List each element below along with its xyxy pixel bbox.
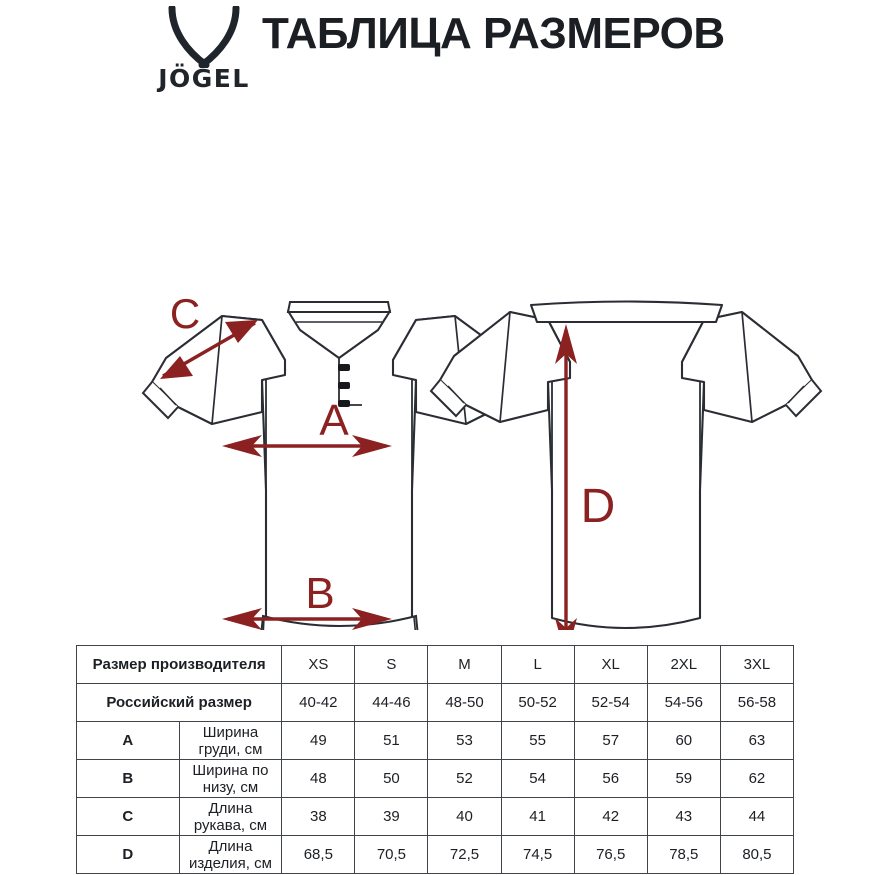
measure-value: 42 [574, 798, 647, 836]
measure-value: 76,5 [574, 836, 647, 874]
page-header [0, 0, 875, 120]
size-illustration [0, 130, 875, 630]
size-header-xs: XS [282, 646, 355, 684]
size-header-m: M [428, 646, 501, 684]
size-header-s: S [355, 646, 428, 684]
size-header-xl: XL [574, 646, 647, 684]
measure-value: 41 [501, 798, 574, 836]
table-row-measure-c [77, 798, 794, 836]
measure-value: 48 [282, 760, 355, 798]
measure-value: 44 [720, 798, 793, 836]
measure-value: 78,5 [647, 836, 720, 874]
measure-value: 38 [282, 798, 355, 836]
measure-value: 56 [574, 760, 647, 798]
measure-value: 50 [355, 760, 428, 798]
brand-logo [152, 6, 256, 98]
russian-size-value: 56-58 [720, 684, 793, 722]
measure-letter-a: A [77, 722, 180, 760]
measure-value: 63 [720, 722, 793, 760]
size-table [76, 645, 794, 874]
measure-value: 57 [574, 722, 647, 760]
russian-size-value: 54-56 [647, 684, 720, 722]
measure-value: 53 [428, 722, 501, 760]
measure-label: Ширина груди, см [179, 722, 282, 760]
table-row-measure-a [77, 722, 794, 760]
measure-label: Ширина по низу, см [179, 760, 282, 798]
measure-letter-d: D [77, 836, 180, 874]
brand-wordmark: JÖGEL [158, 64, 250, 93]
measure-value: 43 [647, 798, 720, 836]
measure-value: 51 [355, 722, 428, 760]
measure-value: 55 [501, 722, 574, 760]
measure-value: 74,5 [501, 836, 574, 874]
measure-label-a: A [319, 396, 349, 445]
measure-value: 52 [428, 760, 501, 798]
measure-value: 70,5 [355, 836, 428, 874]
measure-value: 59 [647, 760, 720, 798]
measure-letter-c: C [77, 798, 180, 836]
size-header-2xl: 2XL [647, 646, 720, 684]
table-row-manufacturer-size [77, 646, 794, 684]
measure-value: 80,5 [720, 836, 793, 874]
russian-size-label: Российский размер [77, 684, 282, 722]
russian-size-value: 52-54 [574, 684, 647, 722]
russian-size-value: 40-42 [282, 684, 355, 722]
russian-size-value: 44-46 [355, 684, 428, 722]
measure-value: 62 [720, 760, 793, 798]
measure-value: 49 [282, 722, 355, 760]
measure-letter-b: B [77, 760, 180, 798]
measure-value: 68,5 [282, 836, 355, 874]
measure-label-b: B [305, 569, 335, 618]
size-header-3xl: 3XL [720, 646, 793, 684]
table-row-measure-d [77, 836, 794, 874]
measure-value: 54 [501, 760, 574, 798]
table-row-russian-size [77, 684, 794, 722]
manufacturer-size-label: Размер производителя [77, 646, 282, 684]
russian-size-value: 48-50 [428, 684, 501, 722]
garment-diagram [0, 130, 875, 630]
russian-size-value: 50-52 [501, 684, 574, 722]
polo-shirt-back-view [431, 302, 821, 631]
measure-label-d: D [580, 480, 616, 533]
page-title: ТАБЛИЦА РАЗМЕРОВ [262, 9, 725, 58]
table-row-measure-b [77, 760, 794, 798]
jogel-chalice-logo-icon [166, 6, 242, 68]
size-header-l: L [501, 646, 574, 684]
size-table-container [76, 645, 794, 874]
measure-label: Длина рукава, см [179, 798, 282, 836]
measure-value: 39 [355, 798, 428, 836]
measure-value: 60 [647, 722, 720, 760]
measure-value: 40 [428, 798, 501, 836]
measure-value: 72,5 [428, 836, 501, 874]
measure-label: Длина изделия, см [179, 836, 282, 874]
measure-label-c: C [169, 290, 201, 337]
